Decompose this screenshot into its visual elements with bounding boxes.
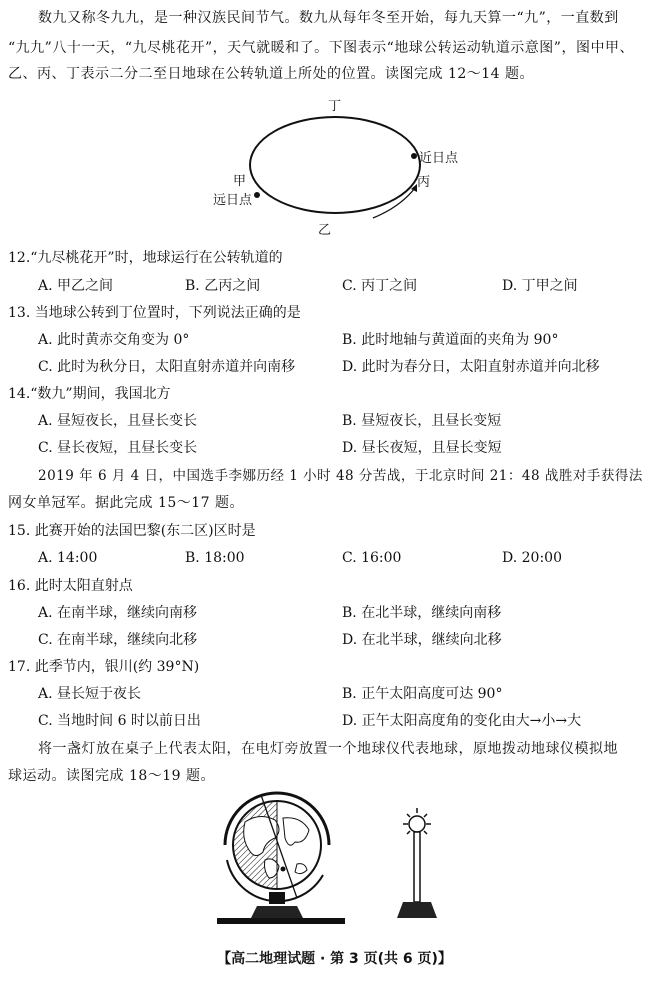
orbit-diagram xyxy=(195,92,485,242)
option-a: A. 昼短夜长，且昼长变长 xyxy=(38,413,198,429)
option-a: A. 在南半球，继续向南移 xyxy=(38,605,198,621)
question-stem-17: 17. 此季节内，银川(约 39°N) xyxy=(8,659,200,675)
question-stem-15: 15. 此赛开始的法国巴黎(东二区)区时是 xyxy=(8,523,256,539)
option-b: B. 昼短夜长，且昼长变短 xyxy=(342,413,502,429)
label-perihelion: 近日点 xyxy=(419,151,459,166)
option-c: C. 16:00 xyxy=(342,550,402,566)
revolution-arrow xyxy=(373,188,415,218)
question-stem-14: 14.“数九”期间，我国北方 xyxy=(8,386,171,402)
option-c: C. 昼长夜短，且昼长变长 xyxy=(38,440,198,456)
label-yi: 乙 xyxy=(318,223,332,238)
aphelion-dot xyxy=(254,192,260,198)
option-d: D. 昼长夜短，且昼长变短 xyxy=(342,440,502,456)
intro-paragraph-line: 网女单冠军。据此完成 15～17 题。 xyxy=(8,495,245,511)
option-c: C. 丙丁之间 xyxy=(342,278,418,294)
intro-paragraph-line: 数九又称冬九九，是一种汉族民间节气。数九从每年冬至开始，每九天算一“九”，一直数到 xyxy=(38,10,619,26)
option-c: C. 当地时间 6 时以前日出 xyxy=(38,713,201,729)
label-ding: 丁 xyxy=(328,99,342,114)
intro-paragraph-line: 将一盏灯放在桌子上代表太阳，在电灯旁放置一个地球仪代表地球，原地拨动地球仪模拟地 xyxy=(38,741,618,757)
intro-paragraph-line: 球运动。读图完成 18～19 题。 xyxy=(8,768,216,784)
intro-paragraph-line: 乙、丙、丁表示二分二至日地球在公转轨道上所处的位置。读图完成 12～14 题。 xyxy=(8,66,535,82)
option-a: A. 昼长短于夜长 xyxy=(38,686,142,702)
label-aphelion: 远日点 xyxy=(213,193,253,208)
question-stem-16: 16. 此时太阳直射点 xyxy=(8,578,133,594)
option-d: D. 20:00 xyxy=(502,550,562,566)
intro-paragraph-line: “九九”八十一天，“九尽桃花开”，天气就暖和了。下图表示“地球公转运动轨道示意图”，图中甲、 xyxy=(8,40,634,56)
option-d: D. 丁甲之间 xyxy=(502,278,578,294)
label-jia: 甲 xyxy=(233,174,247,189)
option-c: C. 此时为秋分日，太阳直射赤道并向南移 xyxy=(38,359,296,375)
option-b: B. 在北半球，继续向南移 xyxy=(342,605,502,621)
page-footer: 【高二地理试题 · 第 3 页(共 6 页)】 xyxy=(217,951,452,967)
globe xyxy=(217,793,345,924)
perihelion-dot xyxy=(411,153,417,159)
option-c: C. 在南半球，继续向北移 xyxy=(38,632,198,648)
option-a: A. 此时黄赤交角变为 0° xyxy=(38,332,190,348)
intro-paragraph-line: 2019 年 6 月 4 日，中国选手李娜历经 1 小时 48 分苦战，于北京时间 21：48 战胜对手获得法 xyxy=(38,468,643,484)
option-b: B. 18:00 xyxy=(185,550,245,566)
option-d: D. 在北半球，继续向北移 xyxy=(342,632,502,648)
option-b: B. 乙丙之间 xyxy=(185,278,261,294)
option-a: A. 甲乙之间 xyxy=(38,278,114,294)
option-b: B. 此时地轴与黄道面的夹角为 90° xyxy=(342,332,559,348)
lamp xyxy=(397,808,437,918)
globe-lamp-figure xyxy=(205,790,455,940)
option-d: D. 正午太阳高度角的变化由大→小→大 xyxy=(342,713,582,729)
option-b: B. 正午太阳高度可达 90° xyxy=(342,686,503,702)
label-bing: 丙 xyxy=(417,175,431,190)
question-stem-12: 12.“九尽桃花开”时，地球运行在公转轨道的 xyxy=(8,250,283,266)
question-stem-13: 13. 当地球公转到丁位置时，下列说法正确的是 xyxy=(8,305,301,321)
orbit-ellipse xyxy=(250,117,420,213)
option-a: A. 14:00 xyxy=(38,550,98,566)
option-d: D. 此时为春分日，太阳直射赤道并向北移 xyxy=(342,359,600,375)
